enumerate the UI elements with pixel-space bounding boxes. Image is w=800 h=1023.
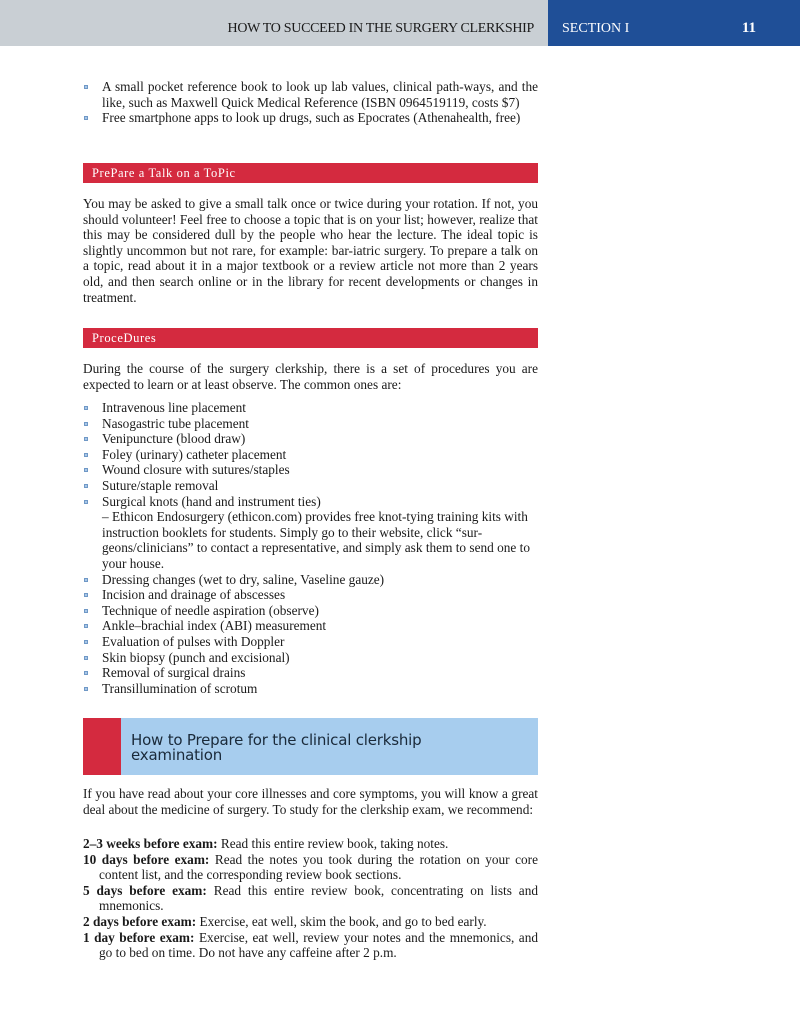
bullet-icon — [84, 453, 88, 457]
list-item: Technique of needle aspiration (observe) — [83, 603, 538, 619]
list-item: Surgical knots (hand and instrument ties) – Ethicon Endosurgery (ethicon.com) provides free knot-tying training kits with instruction booklets for students. Simply go to their website, click “sur-geons/clinicians” to contact a representative, and simply ask them to send one to your house. — [83, 494, 538, 572]
page-number: 11 — [741, 20, 756, 36]
section-heading-procedures: ProceDures — [83, 328, 538, 348]
list-item: A small pocket reference book to look up lab values, clinical path-ways, and the like, such as Maxwell Quick Medical Reference (ISBN 0964519119, costs $7) — [83, 79, 538, 110]
running-header — [0, 0, 548, 46]
list-item: Incision and drainage of abscesses — [83, 587, 538, 603]
bullet-icon — [84, 656, 88, 660]
schedule-item: 2 days before exam: Exercise, eat well, skim the book, and go to bed early. — [83, 913, 487, 929]
study-schedule — [83, 836, 538, 961]
bullet-icon — [84, 609, 88, 613]
bullet-icon — [84, 116, 88, 120]
section-label: SECTION I — [562, 21, 630, 36]
exam-heading-title: How to Prepare for the clinical clerkship examination — [131, 731, 422, 764]
list-item: Skin biopsy (punch and excisional) — [83, 650, 538, 666]
section-heading-talk: PrePare a Talk on a ToPic — [83, 163, 538, 183]
list-item: Ankle–brachial index (ABI) measurement — [83, 618, 538, 634]
bullet-icon — [84, 687, 88, 691]
schedule-item: 10 days before exam: Read the notes you took during the rotation on your core content list, and the corresponding review book sections. — [83, 851, 538, 883]
schedule-item: 2–3 weeks before exam: Read this entire review book, taking notes. — [83, 836, 449, 851]
list-item: Evaluation of pulses with Doppler — [83, 634, 538, 650]
list-item: Foley (urinary) catheter placement — [83, 447, 538, 463]
list-item: Intravenous line placement — [83, 400, 538, 416]
procedures-intro: During the course of the surgery clerkship, there is a set of procedures you are expected to learn or at least observe. The common ones are: — [83, 361, 538, 392]
bullet-icon — [84, 671, 88, 675]
list-item: Removal of surgical drains — [83, 665, 538, 681]
procedures-list — [83, 400, 538, 696]
talk-paragraph: You may be asked to give a small talk once or twice during your rotation. If not, you should volunteer! Feel free to choose a topic that is on your list; however, realize that this may be considered dull by the people who hear the lecture. The ideal topic is slightly uncommon but not rare, for example: bar-iatric surgery. To prepare a talk on a topic, read about it in a major textbook or a review article not more than 2 years old, and then search online or in the library for recent developments or changes in treatment. — [83, 196, 538, 305]
section-heading-exam — [83, 718, 538, 775]
bullet-icon — [84, 422, 88, 426]
bullet-icon — [84, 578, 88, 582]
list-item: Transillumination of scrotum — [83, 681, 538, 697]
list-item: Dressing changes (wet to dry, saline, Vaseline gauze) — [83, 572, 538, 588]
list-item: Nasogastric tube placement — [83, 416, 538, 432]
heading-accent — [83, 718, 121, 775]
bullet-icon — [84, 468, 88, 472]
running-header-title: HOW TO SUCCEED IN THE SURGERY CLERKSHIP — [227, 21, 534, 36]
bullet-icon — [84, 593, 88, 597]
bullet-icon — [84, 500, 88, 504]
schedule-item: 1 day before exam: Exercise, eat well, review your notes and the mnemonics, and go to bed on time. Do not have any caffeine after 2 p.m. — [83, 929, 539, 961]
bullet-icon — [84, 484, 88, 488]
bullet-icon — [84, 640, 88, 644]
schedule-item: 5 days before exam: Read this entire review book, concentrating on lists and mnemonics. — [83, 882, 538, 914]
list-item: Venipuncture (blood draw) — [83, 431, 538, 447]
resource-list — [83, 79, 538, 126]
list-item: Wound closure with sutures/staples — [83, 462, 538, 478]
list-item: Suture/staple removal — [83, 478, 538, 494]
bullet-icon — [84, 624, 88, 628]
bullet-icon — [84, 406, 88, 410]
bullet-icon — [84, 437, 88, 441]
section-tab — [548, 0, 800, 46]
list-item: Free smartphone apps to look up drugs, such as Epocrates (Athenahealth, free) — [83, 110, 538, 126]
knots-note: – Ethicon Endosurgery (ethicon.com) provides free knot-tying training kits with instruction booklets for students. Simply go to their website, click “sur-geons/clinicians” to contact a representative, and simply ask them to send one to your house. — [102, 509, 530, 571]
exam-intro: If you have read about your core illnesses and core symptoms, you will know a great deal about the medicine of surgery. To study for the clerkship exam, we recommend: — [83, 786, 538, 817]
bullet-icon — [84, 85, 88, 89]
